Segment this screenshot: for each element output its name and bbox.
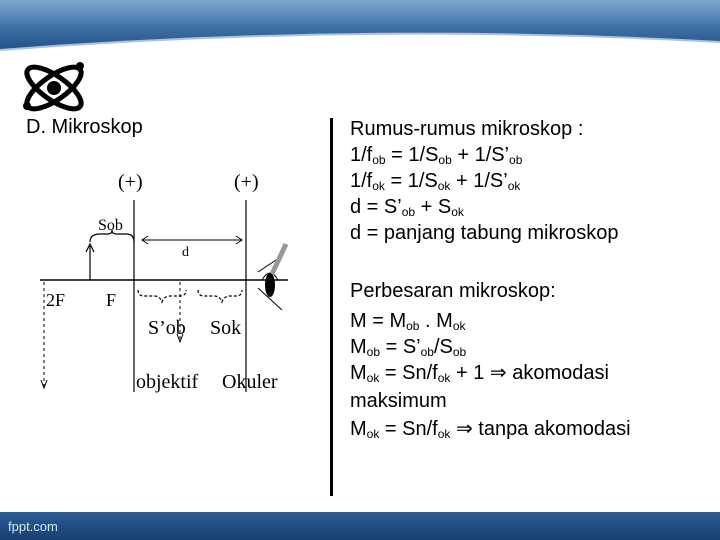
formula-ocular: $1/f_{ok} = 1/S_{ok}$ + $1/S’_{ok}$ [350, 170, 521, 193]
section-title: D. Mikroskop [26, 116, 143, 138]
sob-label: Sob [98, 217, 123, 234]
magnification-objective: $M_{ob}$ = $S’_{ob}/S_{ob}$ [350, 336, 467, 359]
magnification-ocular-max-cont: maksimum [350, 390, 447, 412]
magnification-ocular-relaxed: $M_{ok} = Sn/f_{ok}$ ⇒ tanpa akomodasi [350, 418, 631, 441]
formula-tube-length: $d = S’_{ob} + S_{ok}$ [350, 196, 464, 219]
plus-left-label: (+) [118, 171, 143, 193]
magnification-ocular-max: $M_{ok} = Sn/f_{ok} + 1$ ⇒ akomodasi [350, 362, 609, 385]
plus-right-label: (+) [234, 171, 259, 193]
footer-brand: fppt.com [8, 519, 58, 534]
twof-label: 2F [46, 290, 66, 310]
microscope-diagram [30, 160, 290, 410]
formula-objective: $1/f_{ob} = 1/S_{ob}$ + $1/S’_{ob}$ [350, 144, 523, 167]
header-swoosh [0, 28, 720, 68]
vertical-divider [330, 118, 333, 496]
footer-band [0, 512, 720, 540]
d-label: d [182, 245, 189, 260]
s-ok-label: Sok [210, 317, 242, 339]
s-ob-label: S’ob [148, 317, 186, 339]
f-label: F [106, 290, 117, 310]
eyepiece-bar [272, 244, 286, 274]
objektif-label: objektif [136, 371, 199, 393]
okuler-label: Okuler [222, 371, 278, 393]
formula-d-definition: d = panjang tabung mikroskop [350, 222, 619, 244]
magnification-total: $M = M_{ob}$ . $M_{ok}$ [350, 310, 466, 333]
formulas-heading: Rumus-rumus mikroskop : [350, 118, 584, 140]
magnification-heading: Perbesaran mikroskop: [350, 280, 556, 302]
s-ok-brace [198, 290, 242, 302]
s-ob-brace [138, 290, 186, 302]
